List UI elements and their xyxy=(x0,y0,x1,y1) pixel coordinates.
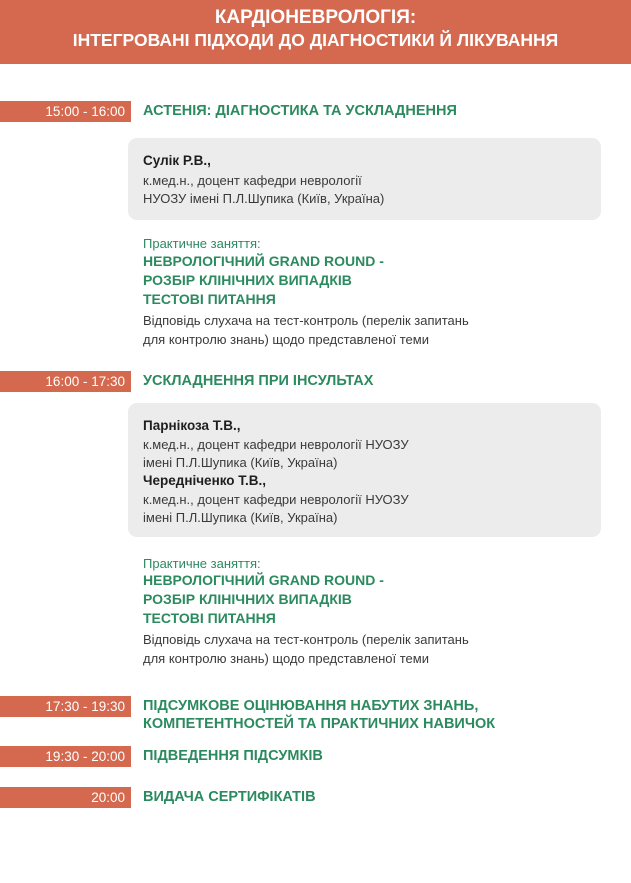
session-title-2: УСКЛАДНЕННЯ ПРИ ІНСУЛЬТАХ xyxy=(143,373,374,389)
speaker-position: к.мед.н., доцент кафедри неврології НУОЗУ xyxy=(143,492,409,507)
practical-label: Практичне заняття: xyxy=(143,556,261,571)
speaker-affiliation: імені П.Л.Шупика (Київ, Україна) xyxy=(143,455,338,470)
speaker-name: Сулік Р.В., xyxy=(143,153,211,168)
practical-title-line: НЕВРОЛОГІЧНИЙ GRAND ROUND - xyxy=(143,572,384,588)
page-title: КАРДІОНЕВРОЛОГІЯ: xyxy=(214,7,417,28)
time-badge-4: 19:30 - 20:00 xyxy=(0,746,131,767)
practical-title-line: ТЕСТОВІ ПИТАННЯ xyxy=(143,291,276,307)
speaker-affiliation: НУОЗУ імені П.Л.Шупика (Київ, Україна) xyxy=(143,191,385,206)
speaker-position: к.мед.н., доцент кафедри неврології xyxy=(143,173,362,188)
speaker-name: Парнікоза Т.В., xyxy=(143,418,241,433)
session-title-4: ПІДВЕДЕННЯ ПІДСУМКІВ xyxy=(143,748,323,764)
practical-title-line: ТЕСТОВІ ПИТАННЯ xyxy=(143,610,276,626)
practical-title-line: НЕВРОЛОГІЧНИЙ GRAND ROUND - xyxy=(143,253,384,269)
time-badge-3: 17:30 - 19:30 xyxy=(0,696,131,717)
practical-title-line: РОЗБІР КЛІНІЧНИХ ВИПАДКІВ xyxy=(143,591,352,607)
session-title-3: ПІДСУМКОВЕ ОЦІНЮВАННЯ НАБУТИХ ЗНАНЬ, xyxy=(143,698,479,714)
practical-description: для контролю знань) щодо представленої теми xyxy=(143,651,429,666)
practical-description: Відповідь слухача на тест-контроль (перелік запитань xyxy=(143,313,469,328)
speaker-affiliation: імені П.Л.Шупика (Київ, Україна) xyxy=(143,510,338,525)
session-title-3-line2: КОМПЕТЕНТНОСТЕЙ ТА ПРАКТИЧНИХ НАВИЧОК xyxy=(143,716,496,732)
practical-label: Практичне заняття: xyxy=(143,236,261,251)
page-subtitle: ІНТЕГРОВАНІ ПІДХОДИ ДО ДІАГНОСТИКИ Й ЛІКУВАННЯ xyxy=(72,30,559,50)
practical-description: Відповідь слухача на тест-контроль (перелік запитань xyxy=(143,632,469,647)
header-banner xyxy=(0,0,631,64)
practical-title-line: РОЗБІР КЛІНІЧНИХ ВИПАДКІВ xyxy=(143,272,352,288)
time-badge-5: 20:00 xyxy=(0,787,131,808)
practical-description: для контролю знань) щодо представленої теми xyxy=(143,332,429,347)
speaker-position: к.мед.н., доцент кафедри неврології НУОЗУ xyxy=(143,437,409,452)
session-title-5: ВИДАЧА СЕРТИФІКАТІВ xyxy=(143,789,316,805)
session-title-1: АСТЕНІЯ: ДІАГНОСТИКА ТА УСКЛАДНЕННЯ xyxy=(143,103,457,119)
speaker-name: Чередніченко Т.В., xyxy=(143,473,267,488)
time-badge-1: 15:00 - 16:00 xyxy=(0,101,131,122)
time-badge-2: 16:00 - 17:30 xyxy=(0,371,131,392)
